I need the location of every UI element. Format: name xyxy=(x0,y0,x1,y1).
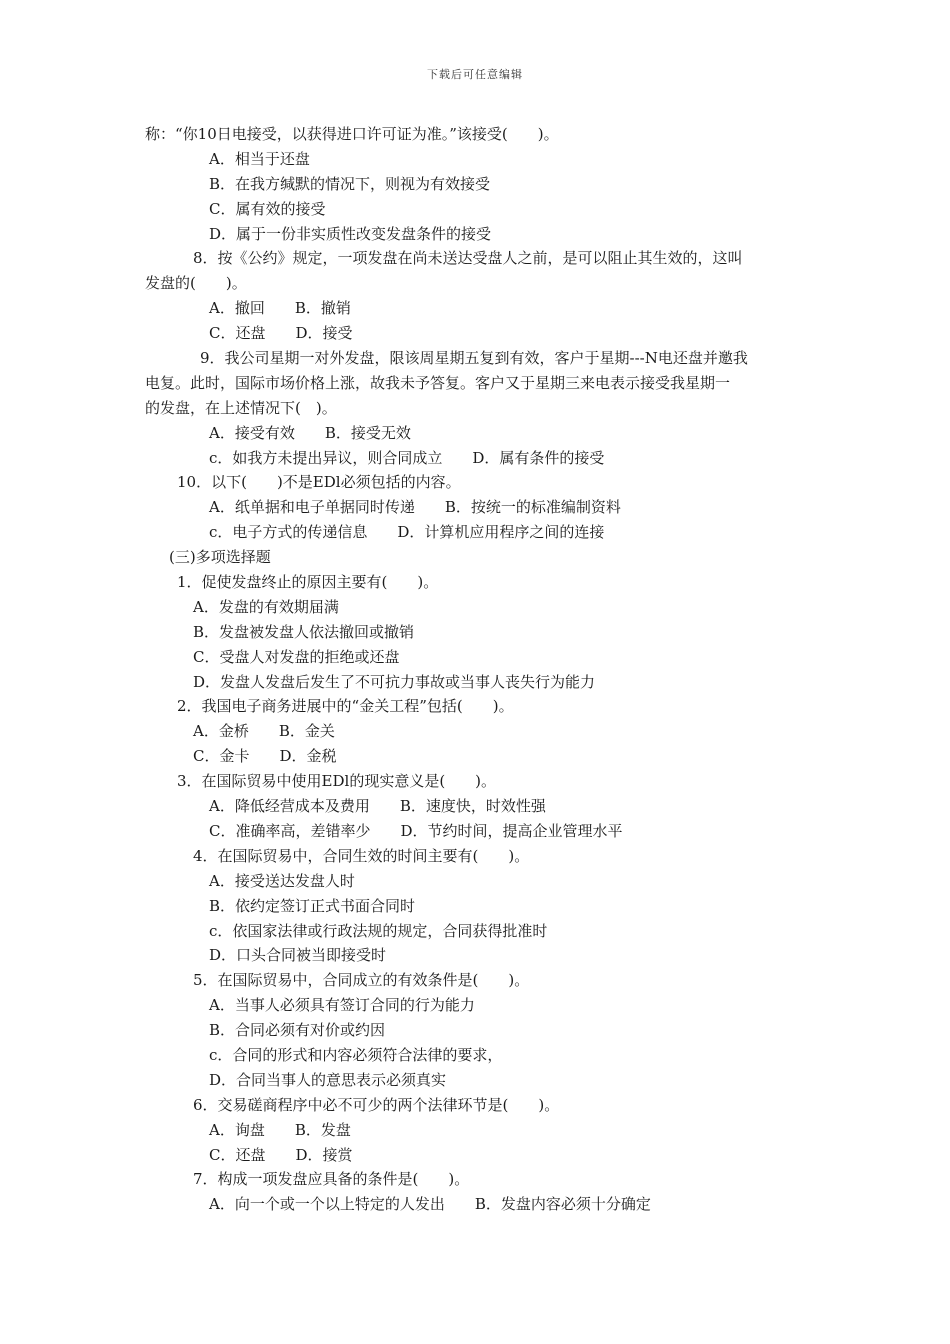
text-line: 10．以下( )不是EDl必须包括的内容。 xyxy=(177,473,461,492)
text-line: A．撤回 B．撤销 xyxy=(209,299,351,318)
text-line: A．当事人必须具有签订合同的行为能力 xyxy=(209,996,475,1015)
text-line: c．电子方式的传递信息 D．计算机应用程序之间的连接 xyxy=(209,523,605,542)
text-line: A．相当于还盘 xyxy=(209,149,310,168)
document-body xyxy=(145,122,815,1217)
text-line: c．如我方未提出异议，则合同成立 D．属有条件的接受 xyxy=(209,448,605,467)
text-line: C．准确率高，差错率少 D．节约时间，提高企业管理水平 xyxy=(209,821,623,840)
text-line: (三)多项选择题 xyxy=(169,548,271,567)
text-line: B．发盘被发盘人依法撤回或撤销 xyxy=(193,622,415,641)
text-line: C．属有效的接受 xyxy=(209,199,326,218)
text-line: B．合同必须有对价或约因 xyxy=(209,1021,386,1040)
text-line: A．接受有效 B．接受无效 xyxy=(209,423,411,442)
text-line: A．发盘的有效期届满 xyxy=(193,597,339,616)
text-line: A．询盘 B．发盘 xyxy=(209,1120,351,1139)
text-line: 3．在国际贸易中使用EDl的现实意义是( )。 xyxy=(177,772,497,791)
text-line: 称：“你10日电接受，以获得进口许可证为准。”该接受( )。 xyxy=(145,125,559,143)
text-line: 9．我公司星期一对外发盘，限该周星期五复到有效，客户于星期---N电还盘并邀我 xyxy=(185,349,748,368)
text-line: c．依国家法律或行政法规的规定，合同获得批准时 xyxy=(209,921,548,940)
page-header: 下载后可任意编辑 xyxy=(427,68,523,81)
text-line: C．还盘 D．接受 xyxy=(209,324,353,343)
text-line: 7．构成一项发盘应具备的条件是( )。 xyxy=(193,1170,470,1189)
text-line: C．受盘人对发盘的拒绝或还盘 xyxy=(193,647,400,666)
text-line: 1．促使发盘终止的原因主要有( )。 xyxy=(177,573,439,592)
text-line: A．向一个或一个以上特定的人发出 B．发盘内容必须十分确定 xyxy=(209,1195,651,1214)
text-line: 发盘的( )。 xyxy=(145,274,247,293)
text-line: c．合同的形式和内容必须符合法律的要求， xyxy=(209,1045,503,1064)
text-line: 8．按《公约》规定，一项发盘在尚未送达受盘人之前，是可以阻止其生效的，这叫 xyxy=(193,249,743,268)
text-line: B．在我方缄默的情况下，则视为有效接受 xyxy=(209,174,491,193)
text-line: 4．在国际贸易中，合同生效的时间主要有( )。 xyxy=(193,846,530,865)
text-line: 2．我国电子商务进展中的“金关工程”包括( )。 xyxy=(177,697,514,716)
text-line: C．还盘 D．接赏 xyxy=(209,1145,353,1164)
text-line: A．接受送达发盘人时 xyxy=(209,871,355,890)
text-line: B．依约定签订正式书面合同时 xyxy=(209,896,416,915)
text-line: 6．交易磋商程序中必不可少的两个法律环节是( )。 xyxy=(193,1095,560,1114)
text-line: D．口头合同被当即接受时 xyxy=(209,946,387,965)
text-line: C．金卡 D．金税 xyxy=(193,747,337,766)
text-line: A．纸单据和电子单据同时传递 B．按统一的标准编制资料 xyxy=(209,498,621,517)
text-line: D．属于一份非实质性改变发盘条件的接受 xyxy=(209,224,492,243)
text-line: 5．在国际贸易中，合同成立的有效条件是( )。 xyxy=(193,971,530,990)
text-line: D．发盘人发盘后发生了不可抗力事故或当事人丧失行为能力 xyxy=(193,672,596,691)
text-line: A．金桥 B．金关 xyxy=(193,722,335,741)
text-line: 电复。此时，国际市场价格上涨，故我未予答复。客户又于星期三来电表示接受我星期一 xyxy=(145,373,731,392)
text-line: 的发盘，在上述情况下( )。 xyxy=(145,398,337,417)
text-line: D．合同当事人的意思表示必须真实 xyxy=(209,1070,447,1089)
text-line: A．降低经营成本及费用 B．速度快，时效性强 xyxy=(209,797,546,816)
